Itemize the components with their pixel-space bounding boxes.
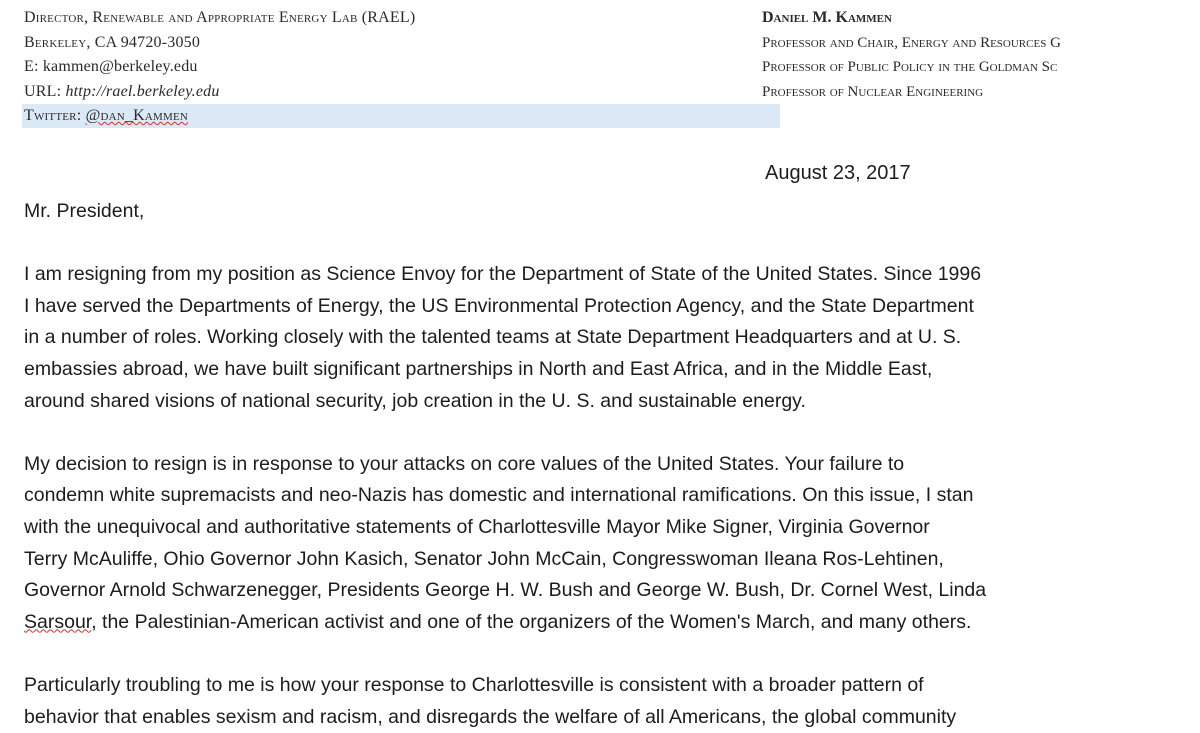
paragraph-line: behavior that enables sexism and racism, and disregards the welfare of all Americans, the global community	[24, 702, 1200, 733]
paragraph-2	[24, 449, 1200, 639]
paragraph-line: I am resigning from my position as Science Envoy for the Department of State of the United States. Since 1996	[24, 259, 1200, 291]
email-link[interactable]: kammen@berkeley.edu	[43, 58, 198, 75]
paragraph-1	[24, 259, 1200, 417]
salutation: Mr. President,	[24, 196, 1200, 228]
letter-date: August 23, 2017	[765, 162, 911, 185]
twitter-label: Twitter:	[24, 107, 86, 124]
author-role-1: Professor and Chair, Energy and Resources G	[762, 31, 1200, 56]
paragraph-3	[24, 670, 1200, 733]
url-link[interactable]: http://rael.berkeley.edu	[65, 83, 219, 100]
url-label: URL:	[24, 83, 65, 100]
author-role-3: Professor of Nuclear Engineering	[762, 80, 1200, 105]
spellcheck-word: Sarsour	[24, 611, 91, 633]
paragraph-line: Governor Arnold Schwarzenegger, Presidents George H. W. Bush and George W. Bush, Dr. Cornel West, Linda	[24, 575, 1200, 607]
url-line	[24, 80, 415, 105]
email-label: E:	[24, 58, 43, 75]
lab-title: Director, Renewable and Appropriate Energy Lab (RAEL)	[24, 6, 415, 31]
letterhead-right	[762, 6, 1200, 104]
paragraph-line: embassies abroad, we have built significant partnerships in North and East Africa, and in the Middle East,	[24, 354, 1200, 386]
paragraph-line: Particularly troubling to me is how your response to Charlottesville is consistent with a broader pattern of	[24, 670, 1200, 702]
paragraph-line: My decision to resign is in response to your attacks on core values of the United States. Your failure to	[24, 449, 1200, 481]
twitter-line	[24, 104, 415, 129]
paragraph-line: Terry McAuliffe, Ohio Governor John Kasich, Senator John McCain, Congresswoman Ileana Ros-Lehtinen,	[24, 544, 1200, 576]
author-name: Daniel M. Kammen	[762, 6, 1200, 31]
paragraph-line: I have served the Departments of Energy, the US Environmental Protection Agency, and the State Department	[24, 291, 1200, 323]
paragraph-line: with the unequivocal and authoritative statements of Charlottesville Mayor Mike Signer, Virginia Governor	[24, 512, 1200, 544]
paragraph-line: condemn white supremacists and neo-Nazis has domestic and international ramifications. On this issue, I stan	[24, 480, 1200, 512]
email-line	[24, 55, 415, 80]
twitter-handle[interactable]: @dan_Kammen	[86, 107, 189, 124]
paragraph-line: around shared visions of national security, job creation in the U. S. and sustainable energy.	[24, 386, 1200, 418]
paragraph-line: in a number of roles. Working closely with the talented teams at State Department Headquarters and at U. S.	[24, 322, 1200, 354]
letter-body	[24, 196, 1200, 733]
address: Berkeley, CA 94720-3050	[24, 31, 415, 56]
author-role-2: Professor of Public Policy in the Goldman Sc	[762, 55, 1200, 80]
paragraph-line	[24, 607, 1200, 639]
letterhead-left	[24, 6, 415, 129]
line-rest: , the Palestinian-American activist and one of the organizers of the Women's March, and many others.	[91, 611, 971, 633]
